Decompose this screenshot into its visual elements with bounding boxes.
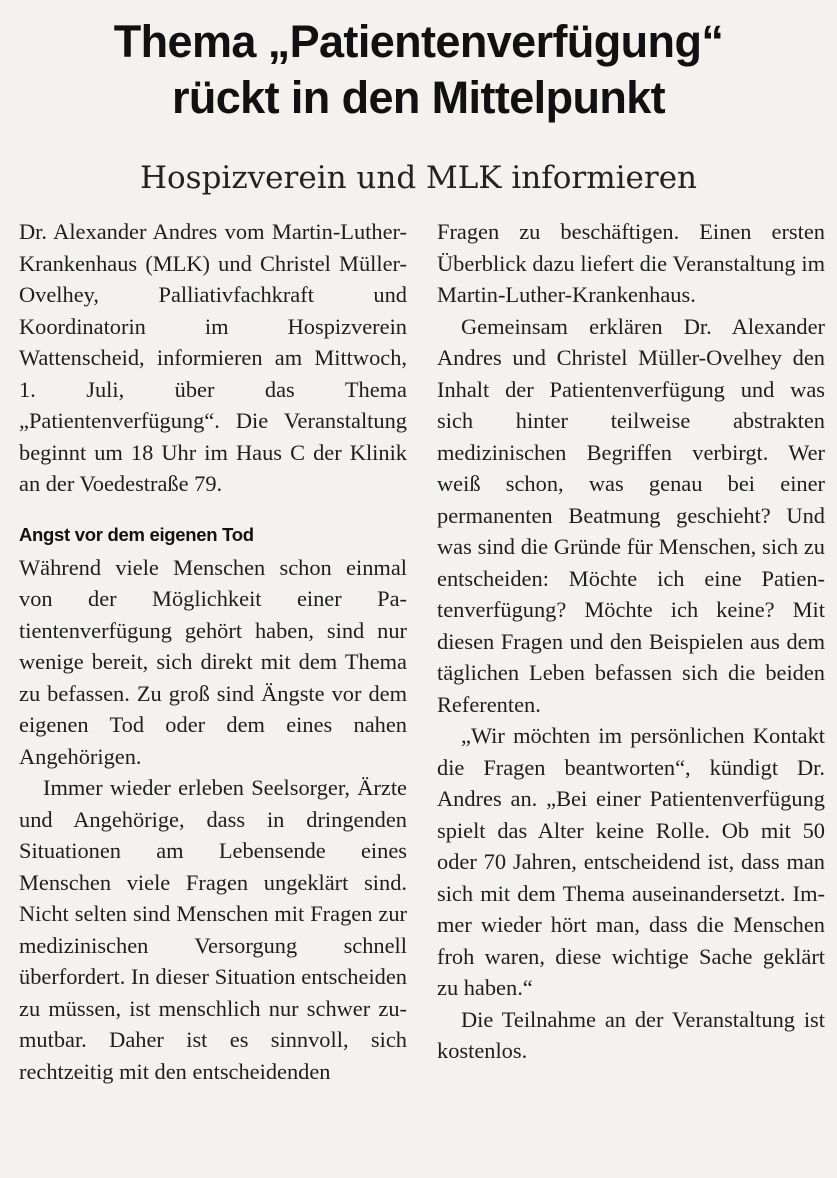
headline-line-2: rückt in den Mittelpunkt	[171, 72, 666, 123]
intro-paragraph: Dr. Alexander Andres vom Martin-Luther-Krankenhaus (MLK) und Christel Müller-Ovelhey, Palliativfachkraft und Koordinatorin im Hospizverein Wattenscheid, informieren am Mittwoch, 1. Juli, über das Thema „Patientenverfügung“. Die Veranstaltung beginnt um 18 Uhr im Haus C der Klinik an der Voedestraße 79.	[19, 219, 407, 496]
quote-paragraph: „Wir möchten im persönlichen Kontakt die Fragen beantworten“, kündigt Dr. Andres an. „Bei einer Patientenverfügung spielt das Alter keine Rolle. Ob mit 50 oder 70 Jahren, entscheidend ist, dass man sich mit dem Thema auseinandersetzt. Immer wieder hört man, dass die Menschen froh waren, diese wichtige Sache geklärt zu haben.“	[437, 723, 825, 1000]
closing-paragraph: Die Teilnahme an der Veranstaltung ist kostenlos.	[437, 1006, 825, 1063]
section-subheading: Angst vor dem eigenen Tod	[19, 523, 254, 545]
body-paragraph: Fragen zu beschäftigen. Einen ersten Überblick dazu liefert die Veranstaltung im Martin-Luther-Krankenhaus.	[437, 219, 825, 307]
body-paragraph: Gemeinsam erklären Dr. Alexander Andres und Christel Müller-Ovelhey den Inhalt der Patientenverfügung und was sich hinter teilweise abstrakten medizinischen Begriffen verbirgt. Wer weiß schon, was genau bei einer permanenten Beatmung geschieht? Und was sind die Gründe für Menschen, sich zu entscheiden: Möchte ich eine Patientenverfügung? Möchte ich keine? Mit diesen Fragen und den Beispielen aus dem täglichen Leben befassen sich die beiden Referenten.	[437, 313, 825, 717]
headline-line-1: Thema „Patientenverfügung“	[113, 16, 724, 67]
subheadline: Hospizverein und MLK informieren	[139, 160, 698, 196]
right-column	[437, 216, 825, 1067]
left-column	[19, 216, 407, 1087]
body-paragraph: Immer wieder erleben Seelsorger, Ärzte und Angehörige, dass in dringenden Situationen am Lebensende eines Menschen viele Fragen ungeklärt sind. Nicht selten sind Menschen mit Fragen zur medizinischen Versorgung schnell überfordert. In dieser Situation entscheiden zu müssen, ist menschlich nur schwer zumutbar. Daher ist es sinnvoll, sich rechtzeitig mit den entscheidenden	[19, 775, 407, 1084]
headline	[0, 14, 837, 126]
body-paragraph: Während viele Menschen schon einmal von der Möglichkeit einer Patientenverfügung gehört haben, sind nur wenige bereit, sich direkt mit dem Thema zu befassen. Zu groß sind Ängste vor dem eigenen Tod oder dem eines nahen Angehörigen.	[19, 554, 407, 769]
